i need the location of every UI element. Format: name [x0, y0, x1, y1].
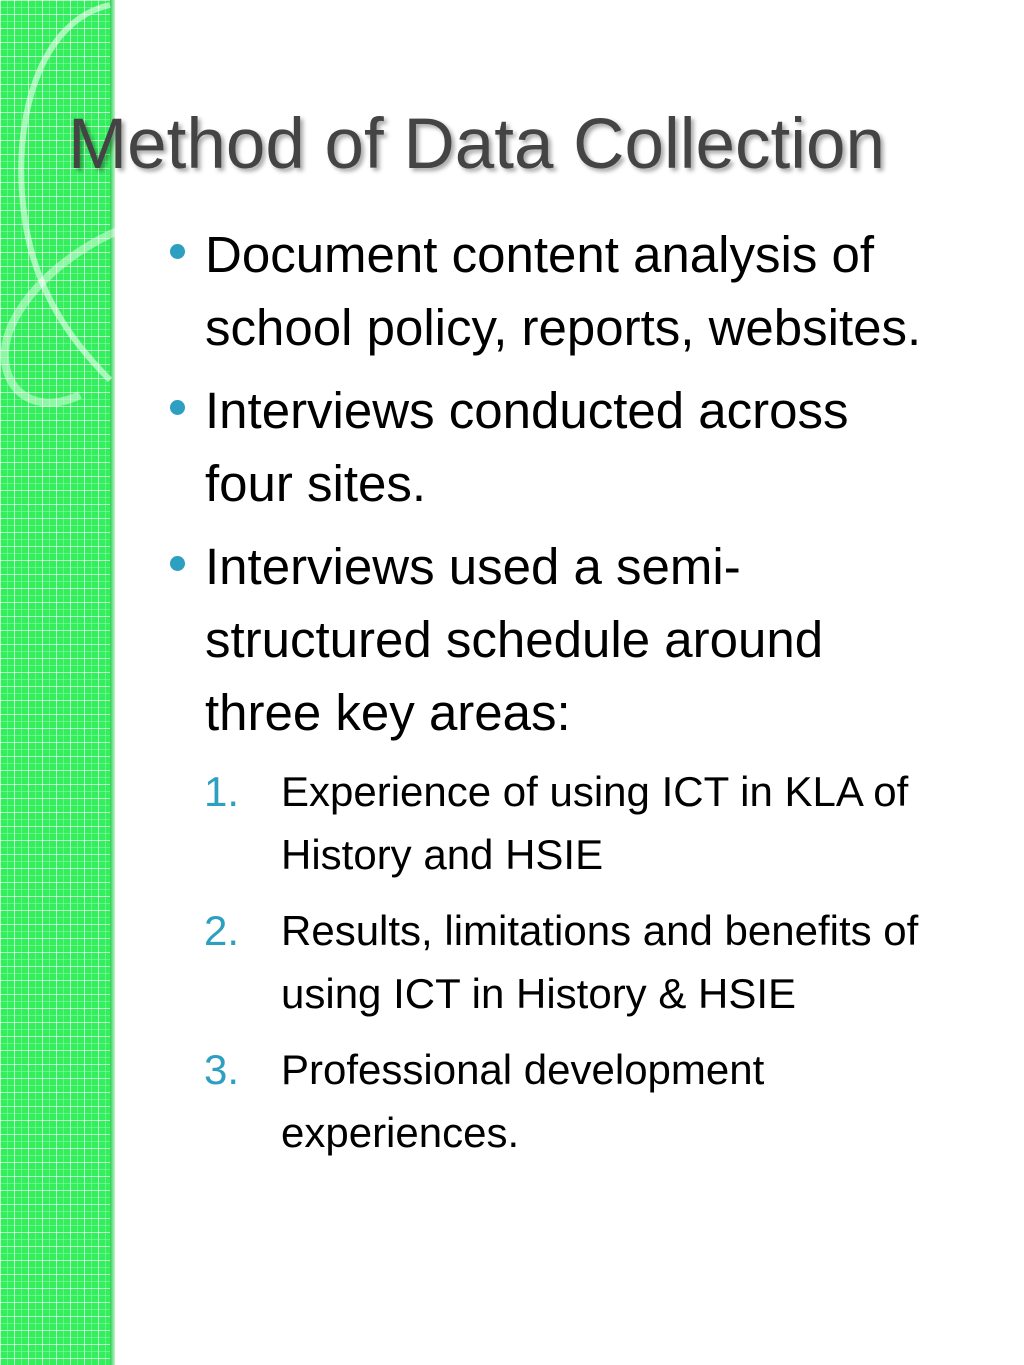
decorative-swirl-graphic [0, 0, 140, 420]
bullet-item [160, 374, 925, 520]
bullet-item [160, 218, 995, 364]
bullet-text: Document content analysis of school policy, reports, websites. [205, 226, 922, 356]
bullet-dot-icon [170, 244, 185, 259]
bullet-text: Interviews conducted across four sites. [205, 382, 849, 512]
numbered-item-text: Professional development experiences. [281, 1046, 765, 1156]
numbered-list [200, 760, 1020, 1177]
numbered-item-text: Experience of using ICT in KLA of History and HSIE [281, 768, 909, 878]
bullet-dot-icon [170, 400, 185, 415]
bullet-dot-icon [170, 556, 185, 571]
number-marker: 2. [204, 907, 240, 954]
numbered-item [200, 1038, 931, 1164]
numbered-item [200, 899, 1011, 1025]
numbered-item [200, 760, 971, 886]
bullet-item [160, 530, 865, 749]
number-marker: 3. [204, 1046, 240, 1093]
bullet-list [160, 218, 1010, 759]
slide-title: Method of Data Collection [68, 105, 885, 184]
bullet-text: Interviews used a semi-structured schedule around three key areas: [205, 538, 824, 741]
number-marker: 1. [204, 768, 240, 815]
numbered-item-text: Results, limitations and benefits of using ICT in History & HSIE [281, 907, 919, 1017]
